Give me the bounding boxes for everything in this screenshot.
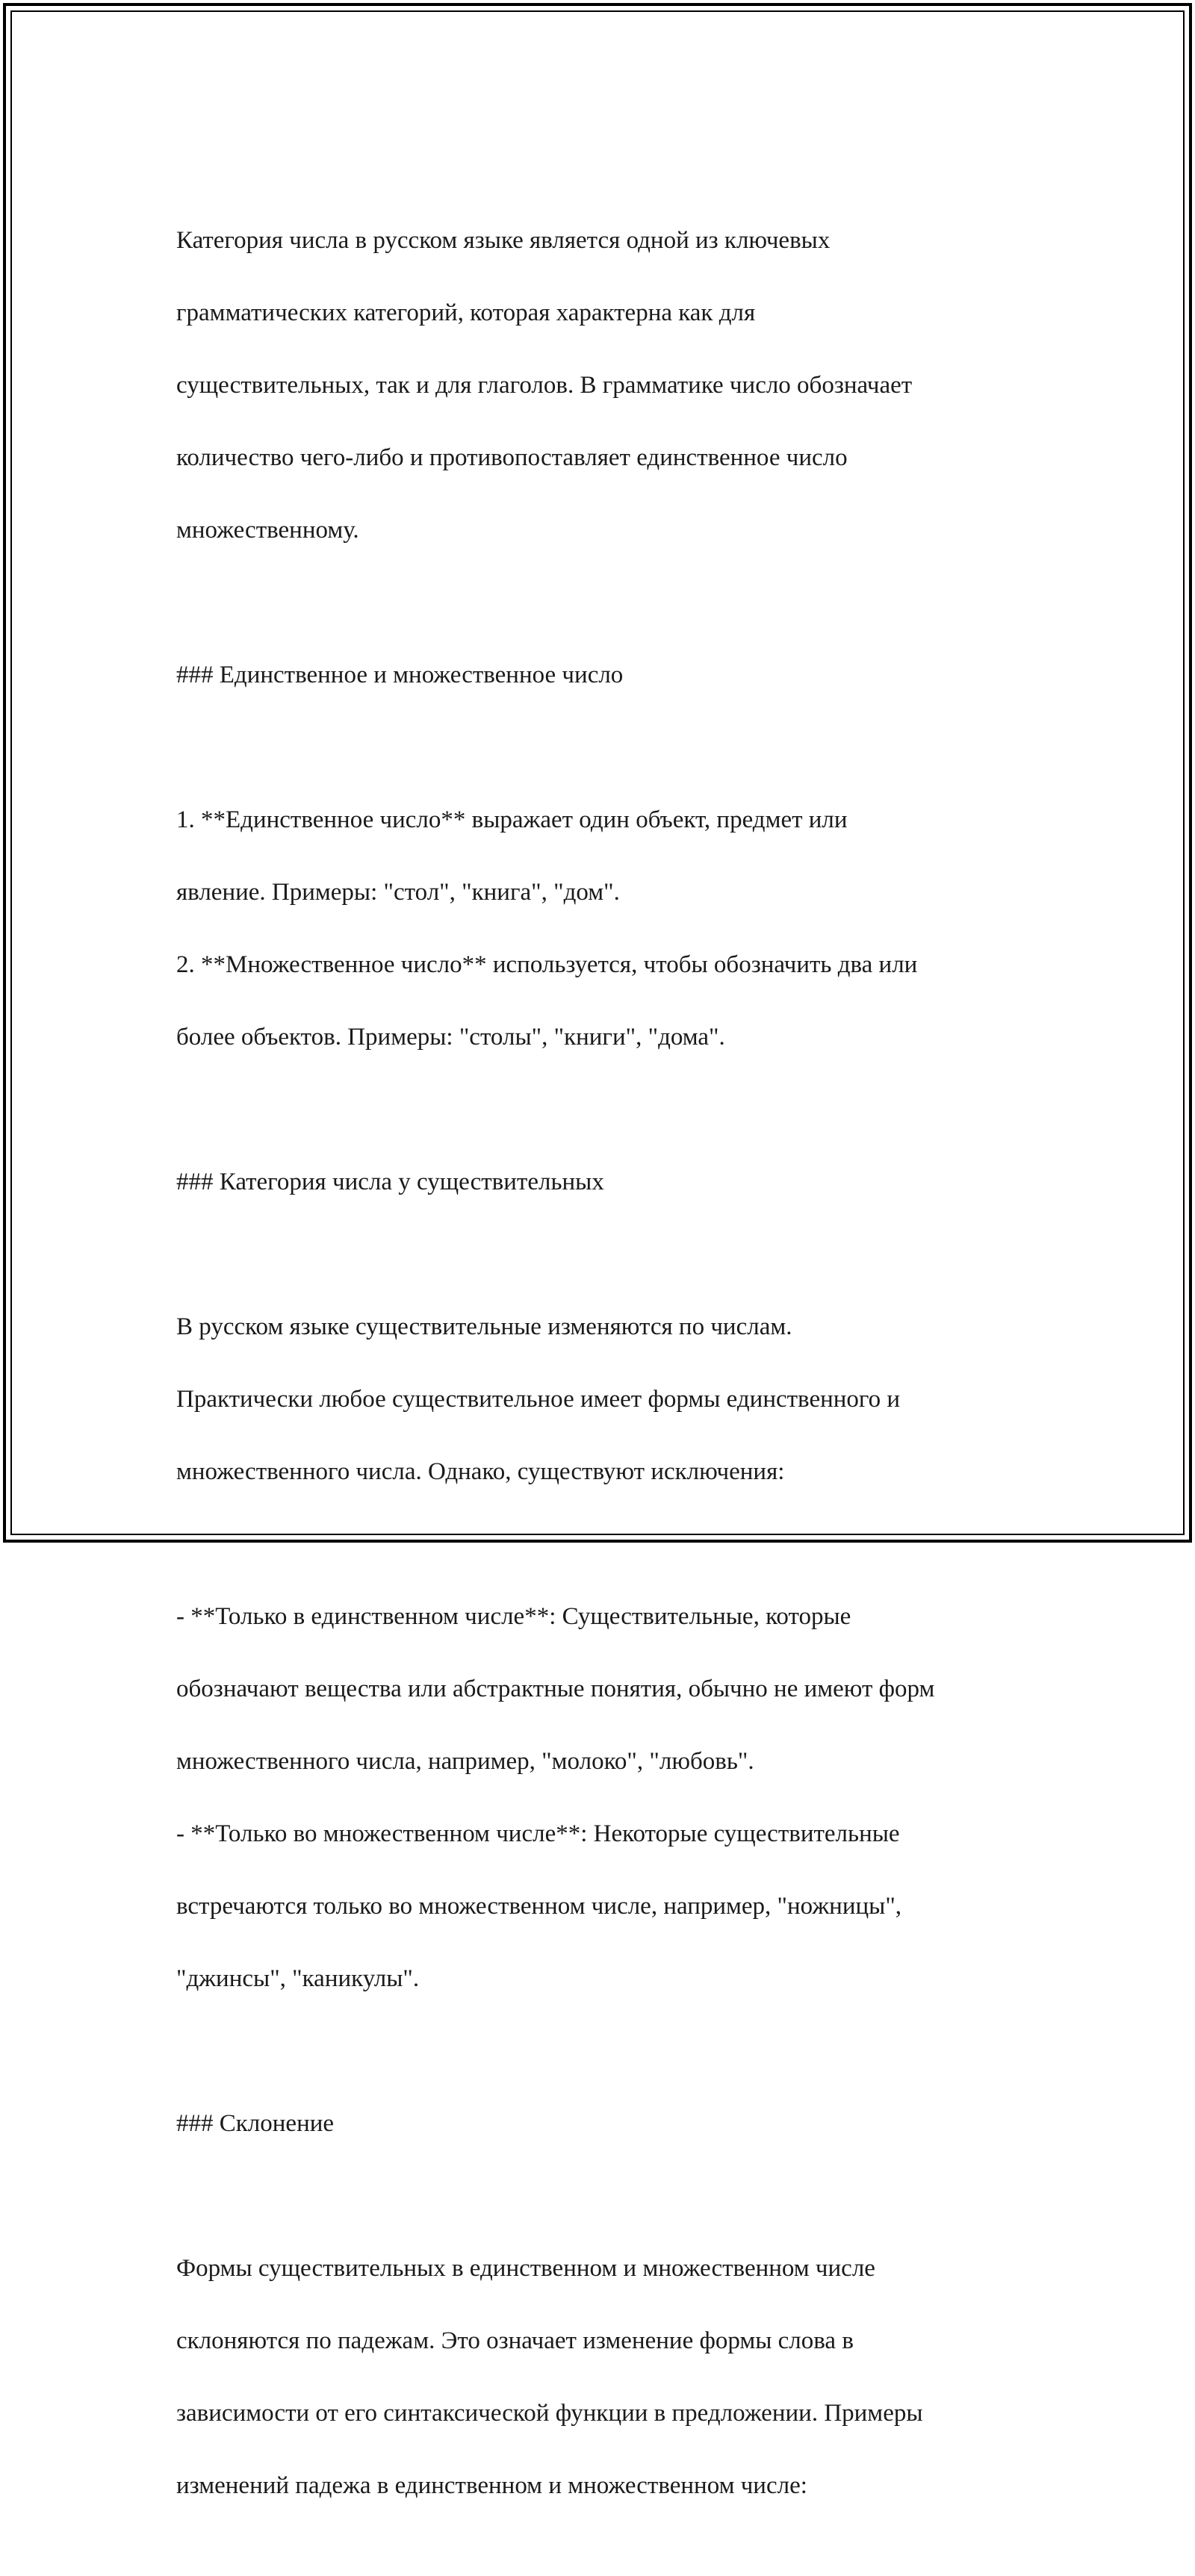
heading-nouns-number: ### Категория числа у существительных <box>176 1168 604 1195</box>
list-item-line: встречаются только во множественном числе, например, "ножницы", <box>176 1892 902 1920</box>
list-item-line: - **Только в единственном числе**: Существительные, которые <box>176 1602 851 1630</box>
text-line: грамматических категорий, которая характерна как для <box>176 299 756 326</box>
nouns-paragraph <box>176 1272 1043 1526</box>
section-heading <box>176 1127 1043 1236</box>
list-item-line: обозначают вещества или абстрактные понятия, обычно не имеют форм <box>176 1675 935 1702</box>
text-line: существительных, так и для глаголов. В грамматике число обозначает <box>176 371 913 399</box>
text-line: множественному. <box>176 516 359 544</box>
list-item-line: "джинсы", "каникулы". <box>176 1964 420 1992</box>
text-line: изменений падежа в единственном и множественном числе: <box>176 2471 807 2499</box>
bullet-list <box>176 1562 1043 2033</box>
declension-paragraph <box>176 2214 1043 2540</box>
list-item-line: 2. **Множественное число** используется, чтобы обозначить два или <box>176 951 918 978</box>
text-line: склоняются по падежам. Это означает изменение формы слова в <box>176 2327 854 2354</box>
heading-declension: ### Склонение <box>176 2109 335 2137</box>
text-line: В русском языке существительные изменяются по числам. <box>176 1313 792 1340</box>
text-line: Формы существительных в единственном и множественном числе <box>176 2254 875 2282</box>
section-heading <box>176 2069 1043 2178</box>
list-item-line: явление. Примеры: "стол", "книга", "дом". <box>176 878 620 906</box>
text-line: множественного числа. Однако, существуют исключения: <box>176 1457 785 1485</box>
list-item-line: множественного числа, например, "молоко", "любовь". <box>176 1747 754 1775</box>
document-body <box>176 186 1043 2576</box>
text-line: Практически любое существительное имеет формы единственного и <box>176 1385 901 1413</box>
numbered-list <box>176 765 1043 1092</box>
heading-singular-plural: ### Единственное и множественное число <box>176 661 624 688</box>
intro-paragraph <box>176 186 1043 585</box>
text-line: Категория числа в русском языке является одной из ключевых <box>176 226 831 254</box>
list-item-line: - **Только во множественном числе**: Некоторые существительные <box>176 1820 900 1847</box>
text-line: зависимости от его синтаксической функции в предложении. Примеры <box>176 2399 923 2427</box>
section-heading <box>176 620 1043 729</box>
list-item-line: 1. **Единственное число** выражает один объект, предмет или <box>176 806 848 833</box>
list-item-line: более объектов. Примеры: "столы", "книги", "дома". <box>176 1023 725 1051</box>
text-line: количество чего-либо и противопоставляет единственное число <box>176 444 848 471</box>
